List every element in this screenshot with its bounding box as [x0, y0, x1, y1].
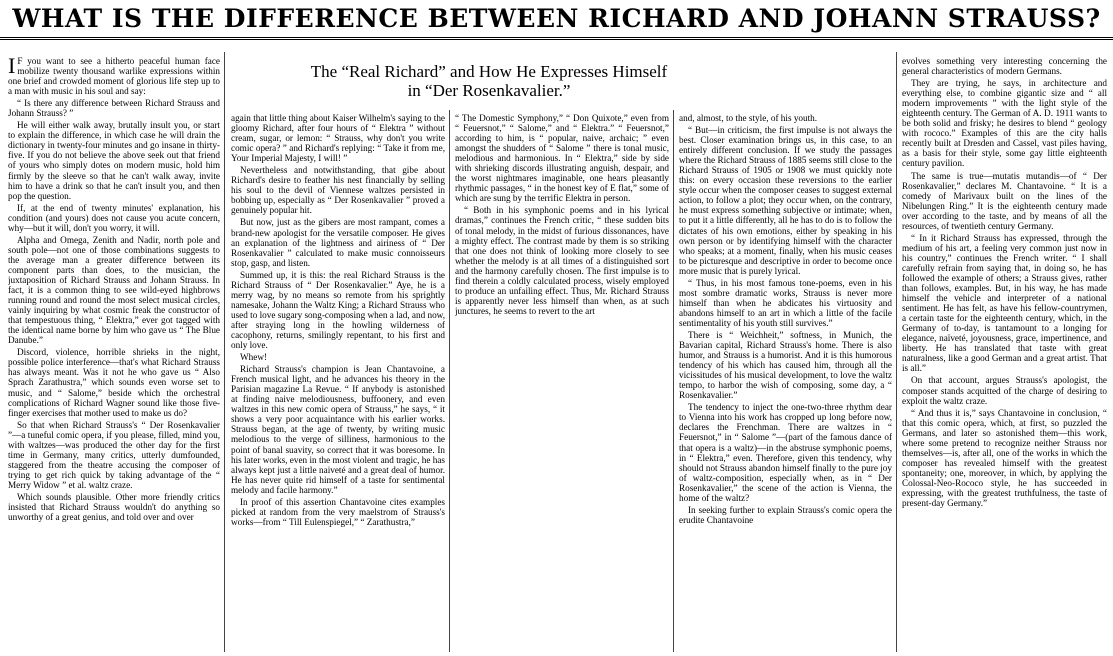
paragraph: Nevertheless and notwithstanding, that gibe about Richard's desire to feather his nest financially by selling his soul to the devil of Viennese waltzes persisted in bobbing up, especially as “ Der Rosenkavalier ” proved a genuinely popular hit.: [231, 165, 445, 216]
paragraph: “ And thus it is,” says Chantavoine in conclusion, “ that this comic opera, which, at first, so puzzled the Germans, and later so astonished them—this work, where some pretend to recognize neither Strauss nor themselves—is, after all, one of the works in which the composer has revealed himself with the greatest spontaneity; one, moreover, in which, by applying the Colossal-Neo-Rococo style, he has succeeded in expressing, with the greatest truthfulness, the taste of present-day Germany.”: [902, 407, 1107, 509]
paragraph: Richard Strauss's champion is Jean Chantavoine, a French musical light, and he advances his theory in the Parisian magazine La Revue. “ If anybody is astonished at finding naive melodiousness, buffoonery, and even waltzes in this new comic opera of Strauss,” he says, “ it shows a very poor acquaintance with his earlier works. Strauss began, at the age of twenty, by writing music melodious to the verge of silliness, harmonious to the point of banal suavity, so correct that it was boresome. In his later works, even in the most violent and tragic, he has always kept just a little naiveté and a great deal of humor. He has never quite rid himself of a taste for sentimental melody and facile harmony.”: [231, 364, 445, 495]
paragraph: Discord, violence, horrible shrieks in the night, possible police interference—that's what Richard Strauss has always meant. Was it not he who gave us “ Also Sprach Zarathustra,” which sounds even worse set to music, and “ Salome,” beside which the orchestral complications of Richard Wagner sound like those five-finger exercises that mother used to make us do?: [8, 347, 220, 418]
headline: WHAT IS THE DIFFERENCE BETWEEN RICHARD AND JOHANN STRAUSS?: [12, 4, 1101, 33]
paragraph: “ Thus, in his most famous tone-poems, even in his most sombre dramatic works, Strauss is never more himself than when he abdicates his virtuosity and abandons himself to an art in which a little of the facile sentimentality of his youth still survives.”: [679, 277, 892, 328]
subheadline: [264, 62, 714, 100]
paragraph: He will either walk away, brutally insult you, or start to explain the difference, in which case he will drain the dictionary in twenty-four minutes and go insane in thirty-five. If you do not believe the above seek out that friend of yours who simply dotes on modern music, hold him firmly by the sleeve so that he can't walk away, invite him to have a drink so that he can't insult you, and then pop the question.: [8, 120, 220, 201]
article-column-2: [231, 113, 445, 653]
column-rule: [896, 52, 897, 652]
paragraph: Alpha and Omega, Zenith and Nadir, north pole and south pole—not one of those combinations suggests to the average man a greater difference between its component parts than does, to the musician, the juxtaposition of Richard Strauss and Johann Strauss. In fact, it is a common thing to see wild-eyed highbrows running round and round the most select musical circles, vainly inquiring by what cosmic freak the constructor of that tempestuous thing, “ Elektra,” ever got tagged with the identical name borne by him who gave us “ The Blue Danube.”: [8, 234, 220, 346]
paragraph: So that when Richard Strauss's “ Der Rosenkavalier ”—a tuneful comic opera, if you please, filled, mind you, with waltzes—was produced the other day for the first time in Germany, many critics, utterly dumfounded, staggered from the theatre accusing the composer of trying to get rich quick by taking advantage of the “ Merry Widow ” et al. waltz craze.: [8, 419, 220, 490]
paragraph: In seeking further to explain Strauss's comic opera the erudite Chantavoine: [679, 504, 892, 525]
paragraph: Which sounds plausible. Other more friendly critics insisted that Richard Strauss wouldn't do anything so unworthy of a great genius, and told over and over: [8, 491, 220, 523]
column-rule: [449, 110, 450, 652]
headline-rule: [0, 37, 1113, 38]
paragraph: again that little thing about Kaiser Wilhelm's saying to the gloomy Richard, after four hours of “ Elektra ” without cream, sugar, or lemon: “ Strauss, why don't you write comic opera? ” and Richard's replying: “ Take it from me, Your Imperial Majesty, I will! ”: [231, 113, 445, 164]
lead-paragraph: I F you want to see a hitherto peaceful human face mobilize twenty thousand warlike expressions within one brief and crowded moment of glorious life step up to a man with music in his soul and say:: [8, 56, 220, 97]
paragraph: “ Is there any difference between Richard Strauss and Johann Strauss? ”: [8, 98, 220, 119]
column-rule: [673, 110, 674, 652]
paragraph: The tendency to inject the one-two-three rhythm dear to Vienna into his work has cropped up long before now, declares the Frenchman. There are waltzes in “ Feuersnot,” in “ Salome ”—(part of the famous dance of that opera is a waltz)—in the abstruse symphonic poems, in “ Elektra,” even. Therefore, given this tendency, why should not Strauss abandon himself finally to the pure joy of waltz-composition, especially when, as in “ Der Rosenkavalier,” the scene of the action is Vienna, the home of the waltz?: [679, 402, 892, 503]
paragraph: Whew!: [240, 352, 268, 363]
paragraph: If, at the end of twenty minutes' explanation, his condition (and yours) does not cause you acute concern, why—but it will, don't you worry, it will.: [8, 202, 220, 233]
paragraph: “ Both in his symphonic poems and in his lyrical dramas,” continues the French critic, “ these sudden bits of tonal melody, in the midst of furious dissonances, have a mighty effect. The contrast made by them is so striking that one does not think of looking more closely to see whether the melody is at all times of a distinguished sort and the harmony carefully chosen. The first impulse is to find therein a coldly calculated process, wisely employed to produce an unfailing effect. Thus, Mr. Richard Strauss is apparently never less himself than when, as at such junctures, he seems to revert to the art: [455, 205, 669, 316]
subheadline-line-1: The “Real Richard” and How He Expresses Himself: [310, 62, 668, 81]
article-column-5: [902, 56, 1107, 652]
paragraph: “ The Domestic Symphony,” “ Don Quixote,” even from “ Feuersnot,” “ Salome,” and “ Elektra.” “ Feuersnot,” according to him, is “ popular, naive, archaic; ” even amongst the shudders of “ Salome ” there is tonal music, melodious and harmonious. In “ Elektra,” side by side with shrieking discords illustrating anguish, despair, and the worst nightmares imaginable, one hears pleasantly rhythmic passages, “ in the honest key of E flat,” some of which are sung by the terrific Elektra in person.: [455, 113, 669, 204]
article-column-3: [455, 113, 669, 653]
article-column-4: [679, 113, 892, 653]
paragraph: In proof of this assertion Chantavoine cites examples picked at random from the very maelstrom of Strauss's works—from “ Till Eulenspiegel,” “ Zarathustra,”: [231, 496, 445, 527]
drop-cap: I: [8, 56, 16, 78]
paragraph: “ In it Richard Strauss has expressed, through the medium of his art, a feeling very common just now in his country,” continues the French writer. “ I shall carefully refrain from saying that, in doing so, he has followed the example of others; a Strauss gives, rather than follows, examples. But, in his way, he has made himself the vehicle and interpreter of a national sentiment. He has felt, as have his fellow-countrymen, a certain taste for the eighteenth century, which, in the Germany of to-day, is tantamount to a longing for elegance, naïveté, joyousness, grace, impertinence, and liberty. He has translated that taste with great naturalness, like a good German and a great artist. That is all.”: [902, 232, 1107, 374]
paragraph: On that account, argues Strauss's apologist, the composer stands acquitted of the charge of desiring to exploit the waltz craze.: [902, 375, 1107, 406]
paragraph: Summed up, it is this: the real Richard Strauss is the Richard Strauss of “ Der Rosenkavalier.” Aye, he is a merry wag, by no means so remote from his sprightly namesake, Johann the Waltz King; a Richard Strauss who used to love sugary song-composing when a lad, and now, after straying long in the howling wilderness of cacophony, returns, smilingly repentant, to his first and only love.: [231, 269, 445, 351]
column-rule: [224, 52, 225, 652]
subheadline-line-2: in “Der Rosenkavalier.”: [407, 81, 571, 100]
paragraph: “ But—in criticism, the first impulse is not always the best. Closer examination brings us, in this case, to an entirely different conclusion. If we study the passages where the Richard Strauss of 1885 seems still close to the Richard Strauss of 1905 or 1908 we must quickly note this: on every occasion these reversions to the earlier style occur when the composer ceases to suggest external action, to follow a plot; they occur when, on the contrary, he must express something subjective or intimate; when, to put it a little differently, all he has to do is to follow the dictates of his own emotions, either by speaking in his own person or by identifying himself with the character who speaks; at a moment, finally, when his music ceases to be picturesque and descriptive in order to become once more music that is purely lyrical.: [679, 125, 892, 276]
paragraph: and, almost, to the style, of his youth.: [679, 113, 818, 123]
paragraph: There is “ Weichheit,” softness, in Munich, the Bavarian capital, Richard Strauss's home. There is also humor, and Strauss is a humorist. And it is this humorous tendency of his which has caused him, through all the vicissitudes of his musical development, to love the waltz tempo, to harbor the wish of composing, some day, a “ Rosenkavalier.”: [679, 329, 892, 401]
paragraph: The same is true—mutatis mutandis—of “ Der Rosenkavalier,” declares M. Chantavoine. “ It is a comedy of Marivaux built on the lines of the Nibelungen Ring.” It is the eighteenth century made over according to the taste, and by means of all the resources, of twentieth century Germany.: [902, 170, 1107, 231]
headline-rule-thin: [0, 39, 1113, 40]
paragraph: They are trying, he says, in architecture and everything else, to combine gigantic size and “ all modern improvements ” with the light style of the eighteenth century. The German of A. D. 1911 wants to be both solid and frisky; he desires to blend “ geology with rococo.” Examples of this are the city halls recently built at Dresden and Cassel, vast piles having, as a basis for their style, some gay little eighteenth century pavilion.: [902, 78, 1107, 169]
article-column-1: [8, 56, 220, 652]
paragraph: But now, just as the gibers are most rampant, comes a brand-new apologist for the versatile composer. He gives an explanation of the lightness and airiness of “ Der Rosenkavalier ” calculated to make music connoisseurs stop, gasp, and listen.: [231, 217, 445, 268]
paragraph: evolves something very interesting concerning the general characteristics of modern Germans.: [902, 56, 1107, 77]
